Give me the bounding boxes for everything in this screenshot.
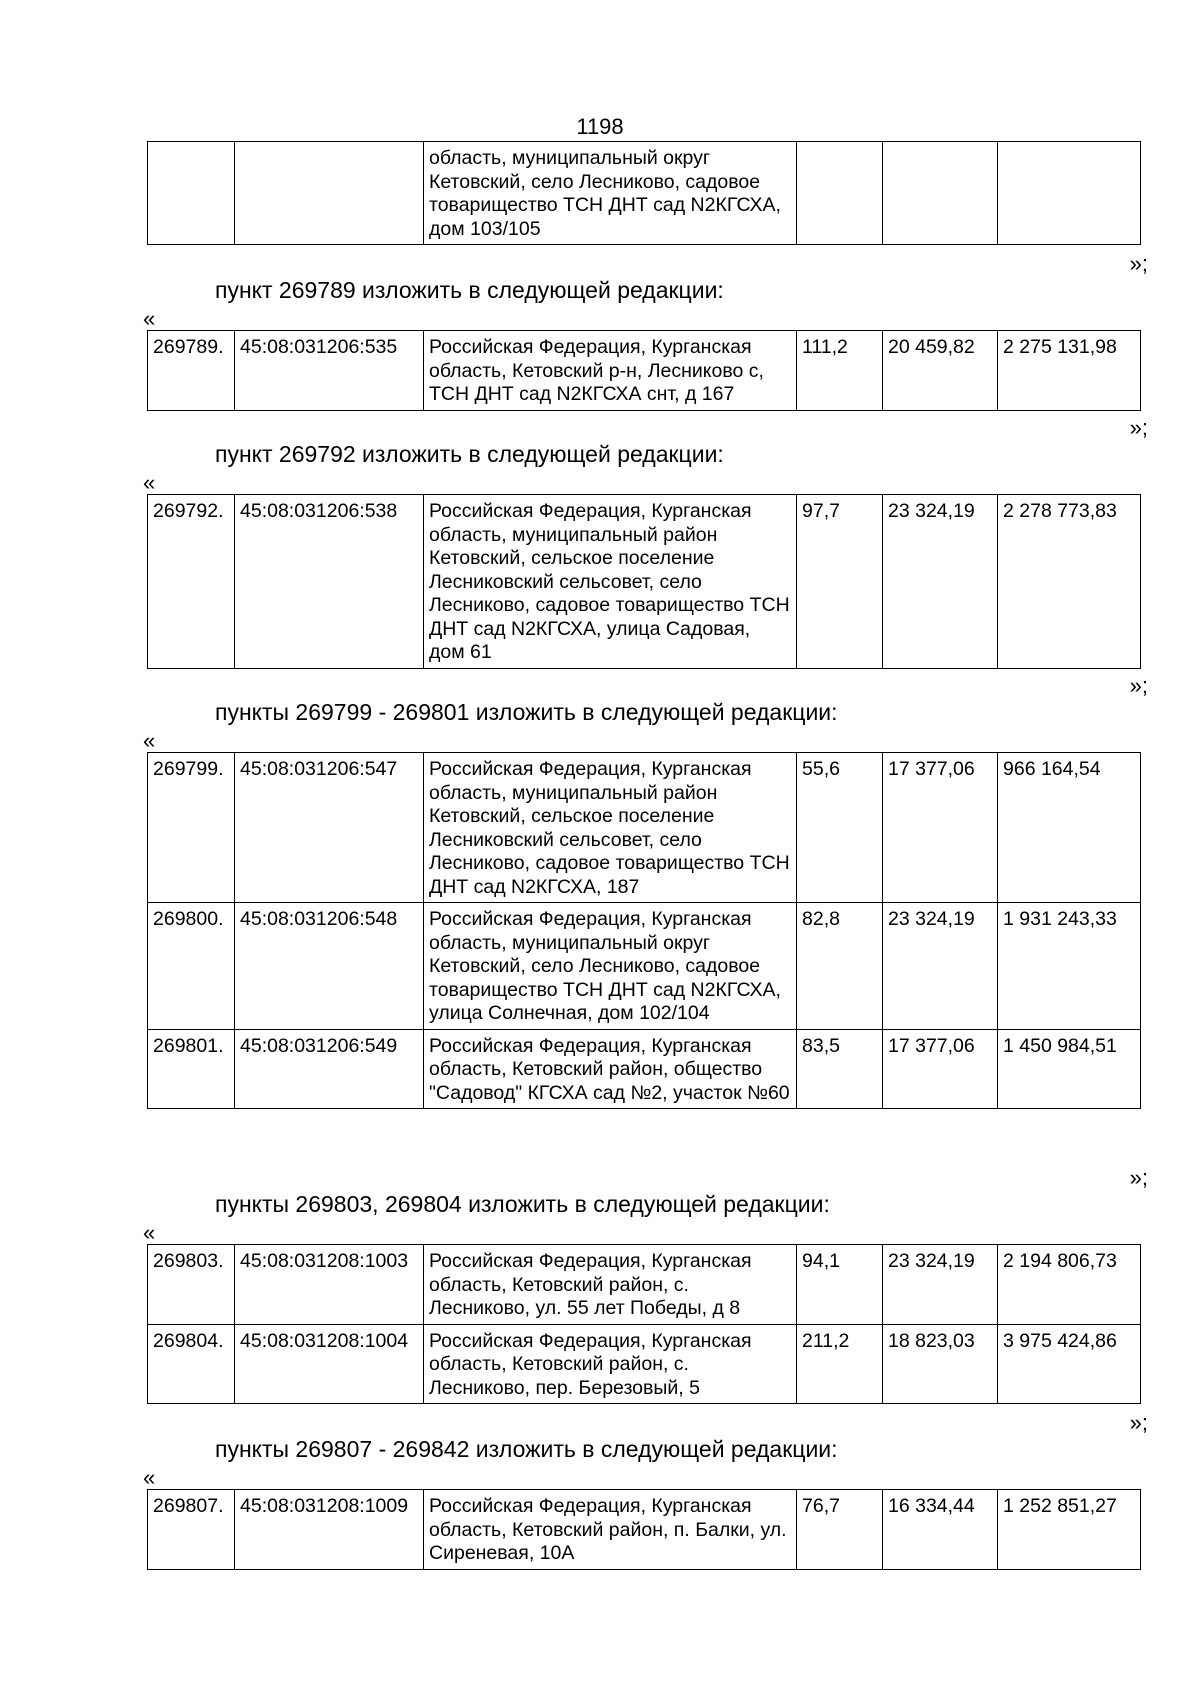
cadastral-number-cell: 45:08:031208:1003 xyxy=(235,1245,424,1325)
table-row xyxy=(148,1245,1141,1325)
register-table xyxy=(147,141,1141,245)
table-row xyxy=(148,1324,1141,1404)
rate-cell: 20 459,82 xyxy=(883,331,998,411)
register-table xyxy=(147,1244,1141,1404)
table-row xyxy=(148,903,1141,1030)
rate-cell xyxy=(883,142,998,245)
table-row xyxy=(148,1490,1141,1570)
value-cell xyxy=(998,142,1141,245)
cadastral-number-cell: 45:08:031208:1004 xyxy=(235,1324,424,1404)
instruction-text: пункты 269803, 269804 изложить в следующей редакции: xyxy=(215,1191,830,1217)
item-number-cell: 269792. xyxy=(148,495,235,669)
address-cell: Российская Федерация, Курганская область, муниципальный район Кетовский, сельское поселение Лесниковский сельсовет, село Лесниково, садовое товарищество ТСН ДНТ сад N2КГСХА, 187 xyxy=(424,753,797,903)
area-cell: 82,8 xyxy=(797,903,883,1030)
instruction-text: пункт 269789 изложить в следующей редакции: xyxy=(215,277,724,303)
address-cell: Российская Федерация, Курганская область, муниципальный округ Кетовский, село Лесниково, садовое товарищество ТСН ДНТ сад N2КГСХА, улица Солнечная, дом 102/104 xyxy=(424,903,797,1030)
cadastral-number-cell: 45:08:031206:547 xyxy=(235,753,424,903)
table-row xyxy=(148,753,1141,903)
instruction-text: пункт 269792 изложить в следующей редакции: xyxy=(215,441,724,467)
cadastral-number-cell: 45:08:031206:538 xyxy=(235,495,424,669)
register-table xyxy=(147,330,1141,411)
rate-cell: 17 377,06 xyxy=(883,753,998,903)
area-cell: 94,1 xyxy=(797,1245,883,1325)
closing-quote: »; xyxy=(1129,251,1148,276)
table-row xyxy=(148,331,1141,411)
area-cell: 97,7 xyxy=(797,495,883,669)
rate-cell: 18 823,03 xyxy=(883,1324,998,1404)
closing-quote: »; xyxy=(1129,1410,1148,1435)
address-cell: область, муниципальный округ Кетовский, село Лесниково, садовое товарищество ТСН ДНТ сад N2КГСХА, дом 103/105 xyxy=(424,142,797,245)
rate-cell: 23 324,19 xyxy=(883,903,998,1030)
register-table xyxy=(147,1489,1141,1570)
value-cell: 2 275 131,98 xyxy=(998,331,1141,411)
area-cell: 83,5 xyxy=(797,1029,883,1109)
cadastral-number-cell: 45:08:031206:549 xyxy=(235,1029,424,1109)
value-cell: 3 975 424,86 xyxy=(998,1324,1141,1404)
instruction-text: пункты 269807 - 269842 изложить в следующей редакции: xyxy=(215,1436,838,1462)
value-cell: 966 164,54 xyxy=(998,753,1141,903)
closing-quote: »; xyxy=(1129,1165,1148,1190)
table-row xyxy=(148,495,1141,669)
value-cell: 2 194 806,73 xyxy=(998,1245,1141,1325)
opening-quote: « xyxy=(143,306,156,331)
area-cell: 55,6 xyxy=(797,753,883,903)
cadastral-number-cell xyxy=(235,142,424,245)
cadastral-number-cell: 45:08:031206:535 xyxy=(235,331,424,411)
register-table xyxy=(147,494,1141,669)
item-number-cell: 269800. xyxy=(148,903,235,1030)
address-cell: Российская Федерация, Курганская область, Кетовский район, п. Балки, ул. Сиреневая, 10А xyxy=(424,1490,797,1570)
item-number-cell: 269801. xyxy=(148,1029,235,1109)
area-cell xyxy=(797,142,883,245)
rate-cell: 23 324,19 xyxy=(883,1245,998,1325)
item-number-cell: 269789. xyxy=(148,331,235,411)
area-cell: 76,7 xyxy=(797,1490,883,1570)
address-cell: Российская Федерация, Курганская область, Кетовский район, с. Лесниково, ул. 55 лет Победы, д 8 xyxy=(424,1245,797,1325)
item-number-cell xyxy=(148,142,235,245)
value-cell: 1 252 851,27 xyxy=(998,1490,1141,1570)
value-cell: 1 931 243,33 xyxy=(998,903,1141,1030)
table-row xyxy=(148,1029,1141,1109)
item-number-cell: 269803. xyxy=(148,1245,235,1325)
rate-cell: 17 377,06 xyxy=(883,1029,998,1109)
value-cell: 1 450 984,51 xyxy=(998,1029,1141,1109)
address-cell: Российская Федерация, Курганская область, Кетовский р-н, Лесниково с, ТСН ДНТ сад N2КГСХА снт, д 167 xyxy=(424,331,797,411)
closing-quote: »; xyxy=(1129,415,1148,440)
item-number-cell: 269799. xyxy=(148,753,235,903)
opening-quote: « xyxy=(143,1465,156,1490)
area-cell: 211,2 xyxy=(797,1324,883,1404)
item-number-cell: 269804. xyxy=(148,1324,235,1404)
rate-cell: 23 324,19 xyxy=(883,495,998,669)
closing-quote: »; xyxy=(1129,673,1148,698)
opening-quote: « xyxy=(143,728,156,753)
register-table xyxy=(147,752,1141,1109)
value-cell: 2 278 773,83 xyxy=(998,495,1141,669)
cadastral-number-cell: 45:08:031208:1009 xyxy=(235,1490,424,1570)
opening-quote: « xyxy=(143,1220,156,1245)
opening-quote: « xyxy=(143,470,156,495)
address-cell: Российская Федерация, Курганская область, Кетовский район, с. Лесниково, пер. Березовый, 5 xyxy=(424,1324,797,1404)
address-cell: Российская Федерация, Курганская область, Кетовский район, общество "Садовод" КГСХА сад №2, участок №60 xyxy=(424,1029,797,1109)
cadastral-number-cell: 45:08:031206:548 xyxy=(235,903,424,1030)
instruction-text: пункты 269799 - 269801 изложить в следующей редакции: xyxy=(215,699,838,725)
rate-cell: 16 334,44 xyxy=(883,1490,998,1570)
address-cell: Российская Федерация, Курганская область, муниципальный район Кетовский, сельское поселение Лесниковский сельсовет, село Лесниково, садовое товарищество ТСН ДНТ сад N2КГСХА, улица Садовая, дом 61 xyxy=(424,495,797,669)
page-number: 1198 xyxy=(576,114,624,139)
table-row xyxy=(148,142,1141,245)
area-cell: 111,2 xyxy=(797,331,883,411)
item-number-cell: 269807. xyxy=(148,1490,235,1570)
